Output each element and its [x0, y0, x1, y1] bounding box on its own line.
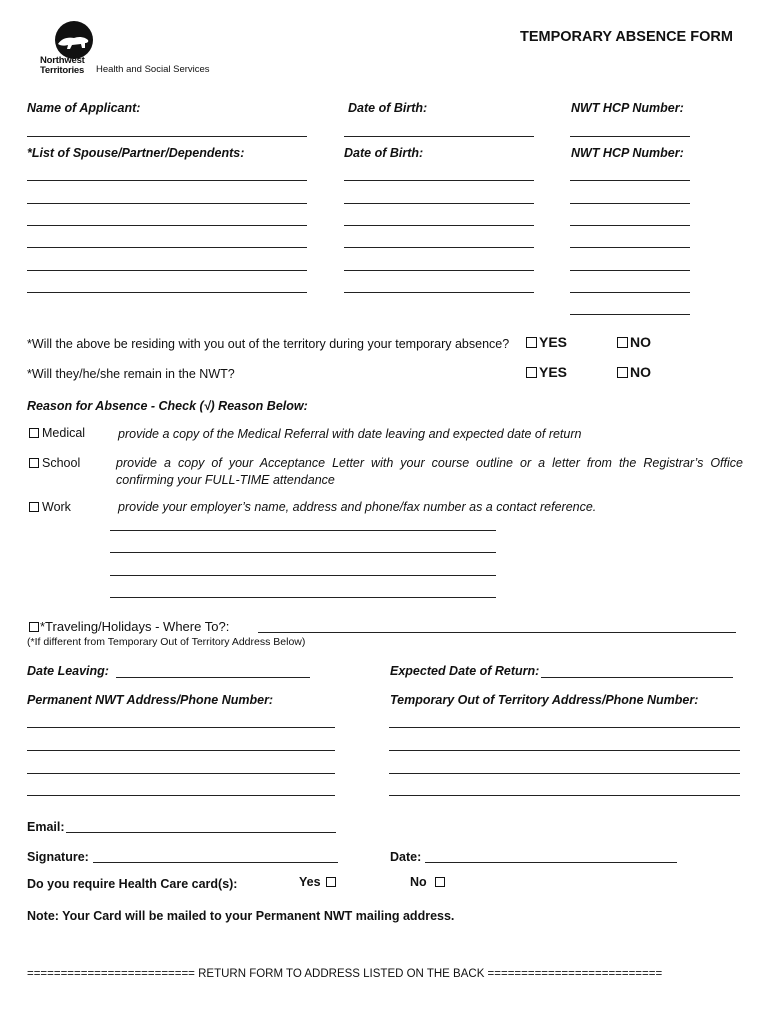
dependent-hcp-field[interactable]: [570, 314, 690, 315]
return-date-label: Expected Date of Return:: [390, 664, 540, 678]
permanent-address-field[interactable]: [27, 773, 335, 774]
date-label: Date:: [390, 850, 422, 864]
mailing-note: Note: Your Card will be mailed to your Permanent NWT mailing address.: [27, 909, 455, 923]
card-yes-label: Yes: [299, 875, 321, 889]
q1-yes-label: YES: [539, 334, 568, 350]
checkbox-icon[interactable]: [617, 367, 628, 378]
date-leaving-field[interactable]: [116, 677, 310, 678]
applicant-hcp-field[interactable]: [570, 136, 690, 137]
logo: [38, 20, 228, 78]
temporary-address-label: Temporary Out of Territory Address/Phone Number:: [390, 693, 699, 707]
travel-destination-field[interactable]: [258, 632, 736, 633]
form-title: TEMPORARY ABSENCE FORM: [520, 29, 733, 45]
card-no-option[interactable]: [410, 875, 448, 889]
question-remain-nwt: *Will they/he/she remain in the NWT?: [27, 367, 235, 381]
temporary-address-field[interactable]: [389, 727, 740, 728]
applicant-dob-label: Date of Birth:: [348, 101, 428, 115]
dependent-dob-field[interactable]: [344, 270, 534, 271]
q2-no-option[interactable]: [617, 364, 651, 380]
dependents-list-label: *List of Spouse/Partner/Dependents:: [27, 146, 245, 160]
reason-work-option[interactable]: [29, 500, 71, 514]
dependent-name-field[interactable]: [27, 225, 307, 226]
dependent-hcp-field[interactable]: [570, 247, 690, 248]
dependent-dob-field[interactable]: [344, 203, 534, 204]
dependent-hcp-field[interactable]: [570, 225, 690, 226]
signature-field[interactable]: [93, 862, 338, 863]
logo-dept: Health and Social Services: [96, 64, 210, 75]
travel-option[interactable]: [29, 619, 229, 634]
reason-school-label: School: [42, 456, 81, 470]
applicant-name-field[interactable]: [27, 136, 307, 137]
logo-org-line2: Territories: [40, 65, 85, 76]
q1-no-label: NO: [630, 334, 651, 350]
q1-yes-option[interactable]: [526, 334, 567, 350]
card-question: Do you require Health Care card(s):: [27, 877, 238, 891]
applicant-name-label: Name of Applicant:: [27, 101, 141, 115]
dependents-dob-label: Date of Birth:: [344, 146, 424, 160]
employer-info-field[interactable]: [110, 552, 496, 553]
return-date-field[interactable]: [541, 677, 733, 678]
dependent-dob-field[interactable]: [344, 180, 534, 181]
dependent-name-field[interactable]: [27, 247, 307, 248]
dependent-dob-field[interactable]: [344, 292, 534, 293]
dependent-hcp-field[interactable]: [570, 292, 690, 293]
checkbox-icon[interactable]: [326, 877, 336, 887]
applicant-dob-field[interactable]: [344, 136, 534, 137]
checkbox-icon[interactable]: [526, 367, 537, 378]
question-residing-out: *Will the above be residing with you out of the territory during your temporary absence?: [27, 337, 510, 351]
employer-info-field[interactable]: [110, 575, 496, 576]
travel-label: *Traveling/Holidays - Where To?:: [40, 619, 230, 634]
q2-yes-option[interactable]: [526, 364, 567, 380]
reason-work-label: Work: [42, 500, 71, 514]
reason-medical-text: provide a copy of the Medical Referral with date leaving and expected date of return: [118, 427, 582, 441]
permanent-address-label: Permanent NWT Address/Phone Number:: [27, 693, 274, 707]
q2-no-label: NO: [630, 364, 651, 380]
reason-school-text-1: provide a copy of your Acceptance Letter with your course outline or a letter from the Registrar’s Office: [116, 456, 743, 470]
dependent-hcp-field[interactable]: [570, 203, 690, 204]
temporary-address-field[interactable]: [389, 773, 740, 774]
checkbox-icon[interactable]: [617, 337, 628, 348]
q2-yes-label: YES: [539, 364, 568, 380]
polar-bear-logo-icon: [52, 20, 96, 60]
temporary-address-field[interactable]: [389, 750, 740, 751]
dependent-hcp-field[interactable]: [570, 180, 690, 181]
signature-label: Signature:: [27, 850, 89, 864]
dependent-name-field[interactable]: [27, 203, 307, 204]
permanent-address-field[interactable]: [27, 795, 335, 796]
employer-info-field[interactable]: [110, 530, 496, 531]
reason-school-text-2: confirming your FULL-TIME attendance: [116, 473, 335, 487]
reason-work-text: provide your employer’s name, address and phone/fax number as a contact reference.: [118, 500, 597, 514]
checkbox-icon[interactable]: [29, 428, 39, 438]
reason-medical-option[interactable]: [29, 426, 85, 440]
temporary-address-field[interactable]: [389, 795, 740, 796]
date-leaving-label: Date Leaving:: [27, 664, 109, 678]
permanent-address-field[interactable]: [27, 727, 335, 728]
dependent-name-field[interactable]: [27, 270, 307, 271]
reason-heading: Reason for Absence - Check (√) Reason Below:: [27, 399, 308, 413]
dependent-dob-field[interactable]: [344, 247, 534, 248]
checkbox-icon[interactable]: [29, 622, 39, 632]
permanent-address-field[interactable]: [27, 750, 335, 751]
q1-no-option[interactable]: [617, 334, 651, 350]
applicant-hcp-label: NWT HCP Number:: [571, 101, 684, 115]
dependent-dob-field[interactable]: [344, 225, 534, 226]
footer-return-instruction: ========================= RETURN FORM TO ADDRESS LISTED ON THE BACK ==========================: [27, 968, 663, 980]
dependent-name-field[interactable]: [27, 180, 307, 181]
dependents-hcp-label: NWT HCP Number:: [571, 146, 684, 160]
email-field[interactable]: [66, 832, 336, 833]
reason-school-option[interactable]: [29, 456, 80, 470]
checkbox-icon[interactable]: [435, 877, 445, 887]
logo-org-line1: Northwest: [40, 55, 85, 66]
card-no-label: No: [410, 875, 427, 889]
checkbox-icon[interactable]: [29, 502, 39, 512]
dependent-hcp-field[interactable]: [570, 270, 690, 271]
dependent-name-field[interactable]: [27, 292, 307, 293]
employer-info-field[interactable]: [110, 597, 496, 598]
reason-medical-label: Medical: [42, 426, 86, 440]
checkbox-icon[interactable]: [29, 458, 39, 468]
date-field[interactable]: [425, 862, 677, 863]
checkbox-icon[interactable]: [526, 337, 537, 348]
travel-note: (*If different from Temporary Out of Territory Address Below): [27, 636, 306, 648]
card-yes-option[interactable]: [299, 875, 339, 889]
email-label: Email:: [27, 820, 65, 834]
